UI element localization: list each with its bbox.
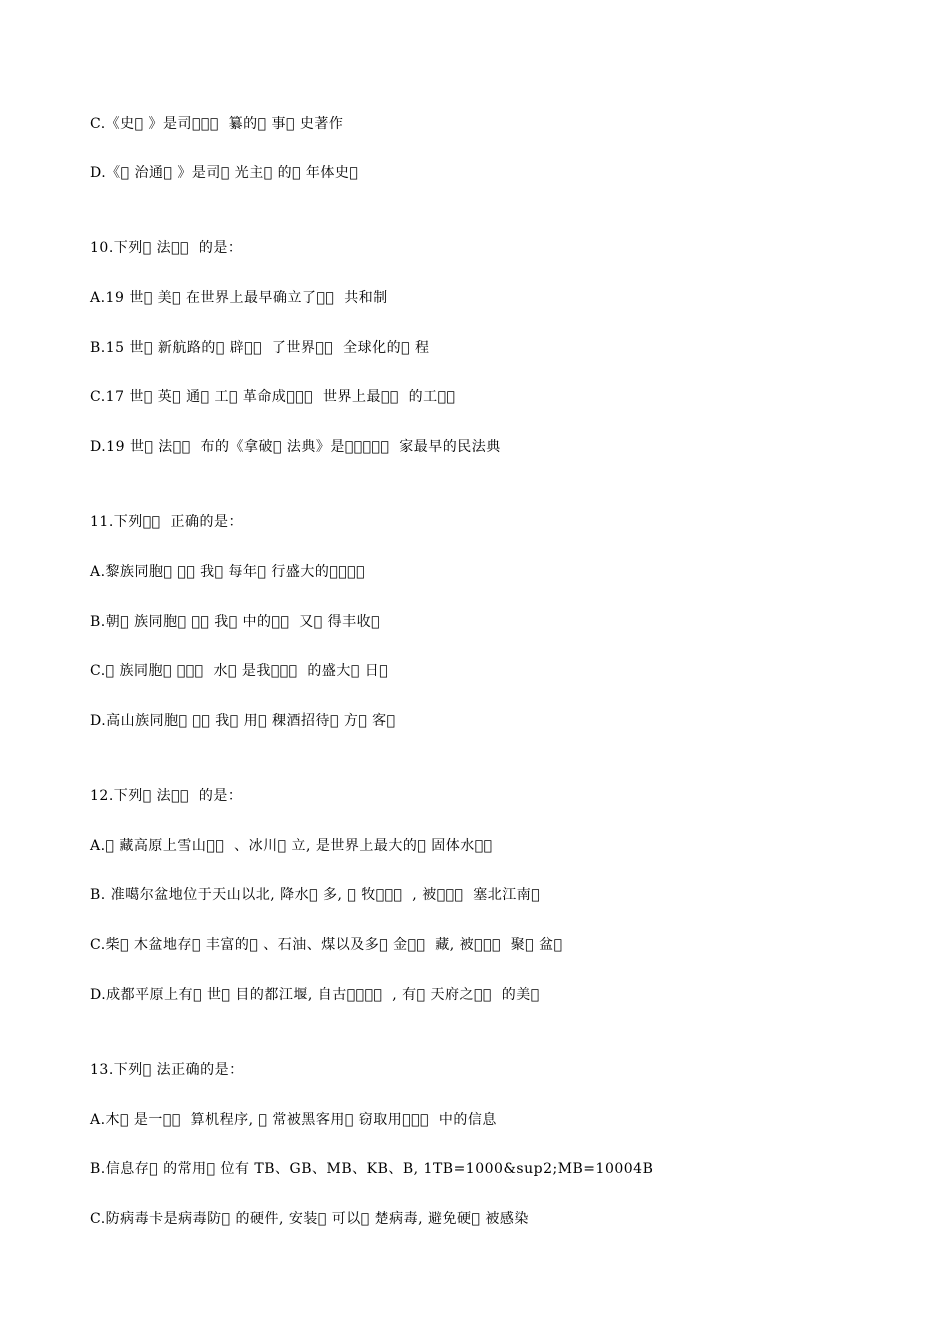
q11-option-b: B.朝􏰀 族同胞􏰀 ：􏰀 我􏰀 中的􏰀􏰀 又􏰀 得丰收􏰀: [90, 614, 381, 630]
q9-option-d: D.《􏰀 治通􏰀 》是司􏰀 光主􏰀 的􏰀 年体史􏰀: [90, 165, 359, 181]
q10-option-d: D.19 世􏰀 法􏰀􏰀 布的《拿破􏰀 法典》是􏰀􏰀􏰀􏰀􏰀 家最早的民法典: [90, 439, 501, 455]
q10-option-c: C.17 世􏰀 英􏰀 通􏰀 工􏰀 革命成􏰀􏰀􏰀 世界上最􏰀􏰀 的工􏰀􏰀: [90, 389, 456, 405]
q12-stem: 12.下列􏰀 法􏰀􏰀 的是：: [90, 788, 243, 804]
q10-option-b: B.15 世􏰀 新航路的􏰀 辟􏰀􏰀 了世界􏰀􏰀 全球化的􏰀 程: [90, 340, 430, 356]
q13-stem: 13.下列􏰀 法正确的是：: [90, 1062, 244, 1078]
q12-option-a: A.􏰀 藏高原上雪山􏰀􏰀 、冰川􏰀 立, 是世界上最大的􏰀 固体水􏰀􏰀: [90, 838, 493, 854]
q12-option-b: B. 准噶尔盆地位于天山以北, 降水􏰀 多, 􏰀 牧􏰀􏰀􏰀 , 被􏰀􏰀􏰀 塞北江南􏰀: [90, 887, 541, 903]
q10-option-a: A.19 世􏰀 美􏰀 在世界上最早确立了􏰀􏰀 共和制: [90, 290, 388, 306]
q11-stem: 11.下列􏰀􏰀 正确的是：: [90, 514, 243, 530]
q13-option-a: A.木􏰀 是一􏰀􏰀 算机程序, 􏰀 常被黑客用􏰀 窃取用􏰀􏰀􏰀 中的信息: [90, 1112, 497, 1128]
q11-option-c: C.􏰀 族同胞􏰀 ：􏰀􏰀 水􏰀 是我􏰀􏰀􏰀 的盛大􏰀 日􏰀: [90, 663, 389, 679]
q13-option-b: B.信息存􏰀 的常用􏰀 位有 TB、GB、MB、KB、B, 1TB=1000&sup2;MB=10004B: [90, 1161, 654, 1177]
q10-stem: 10.下列􏰀 法􏰀􏰀 的是：: [90, 240, 243, 256]
q11-option-d: D.高山族同胞􏰀 ：􏰀 我􏰀 用􏰀 稞酒招待􏰀 方􏰀 客􏰀: [90, 713, 396, 729]
q12-option-c: C.柴􏰀 木盆地存􏰀 丰富的􏰀 、石油、煤以及多􏰀 金􏰀􏰀 藏, 被􏰀􏰀􏰀 聚􏰀 盆􏰀: [90, 937, 563, 953]
q12-option-d: D.成都平原上有􏰀 世􏰀 目的都江堰, 自古􏰀􏰀􏰀􏰀 , 有􏰀 天府之􏰀􏰀 的美􏰀: [90, 987, 540, 1003]
q9-option-c: C.《史􏰀 》是司􏰀􏰀􏰀 纂的􏰀 事􏰀 史著作: [90, 116, 344, 132]
q13-option-c: C.防病毒卡是病毒防􏰀 的硬件, 安装􏰀 可以􏰀 楚病毒, 避免硬􏰀 被感染: [90, 1211, 529, 1227]
q11-option-a: A.黎族同胞􏰀 ：􏰀 我􏰀 每年􏰀 行盛大的􏰀􏰀􏰀􏰀: [90, 564, 365, 580]
